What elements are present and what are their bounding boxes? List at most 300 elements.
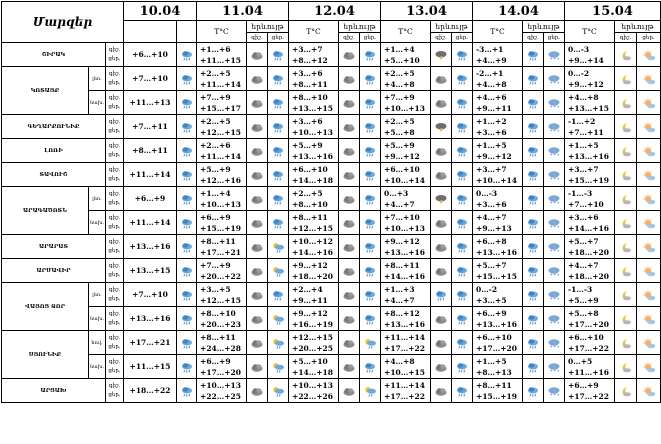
day-header: ցեր.: [452, 33, 473, 43]
night-temp: +2…+5: [200, 68, 231, 78]
rain-icon: [523, 235, 544, 259]
rain-icon: [360, 43, 381, 67]
svg-text:*: *: [553, 297, 556, 303]
rain-icon: [452, 115, 473, 139]
day-temp: +17…+20: [568, 319, 609, 329]
night-temp: +4…+8: [568, 92, 599, 102]
day-temp: +10…+13: [384, 103, 425, 113]
day-temp: +17…+20: [476, 343, 517, 353]
day-temp: +18…+20: [568, 271, 609, 281]
date-header: 15.04: [565, 2, 661, 21]
cloud-icon: [339, 307, 360, 331]
cloud-icon: [247, 235, 268, 259]
day-temp: +10…+13: [384, 223, 425, 233]
rain-icon: [360, 283, 381, 307]
temp-range: [197, 187, 247, 211]
temp-range: [473, 235, 523, 259]
svg-text:*: *: [557, 273, 560, 279]
svg-text:*: *: [553, 249, 556, 255]
sun-icon: [637, 187, 661, 211]
day-temp: +4…+7: [384, 199, 415, 209]
day-temp: +17…+22: [568, 343, 609, 353]
rain-icon: [268, 115, 289, 139]
rain-icon: [452, 235, 473, 259]
sun-icon: [637, 91, 661, 115]
day-temp: +13…+15: [568, 103, 609, 113]
temp-range: [565, 355, 615, 379]
cloud-icon: [431, 139, 452, 163]
region-name: ՍՅՈՒՆԻՔ: [2, 331, 89, 379]
night-temp: +6…+9: [568, 380, 599, 390]
night-temp: +7…+9: [200, 92, 231, 102]
day-temp: +24…+28: [200, 343, 241, 353]
night-temp: +1…+2: [476, 116, 507, 126]
night-temp: +8…+10: [200, 308, 236, 318]
day-night-label: գիշ. ցեր.: [106, 211, 124, 235]
rain-icon: [360, 235, 381, 259]
moon-icon: [615, 115, 637, 139]
temp-range: [289, 211, 339, 235]
day-temp: +12…+15: [200, 295, 241, 305]
day-temp: +8…+10: [292, 199, 328, 209]
day-temp: +8…+12: [292, 55, 328, 65]
forecast-table: [1, 1, 661, 403]
weather-header: երևույթ: [247, 21, 289, 33]
moon-icon: [615, 259, 637, 283]
day-temp: +7…+10: [568, 199, 604, 209]
snow-icon: [544, 115, 565, 139]
day-temp: +14…+16: [292, 247, 333, 257]
night-temp: +11…+14: [384, 332, 425, 342]
cloud-icon: [339, 91, 360, 115]
night-temp: +5…+7: [568, 236, 599, 246]
day-temp: +3…+5: [476, 295, 507, 305]
day-temp: +5…+8: [384, 127, 415, 137]
snow-icon: [544, 139, 565, 163]
subregion-label: նախ.: [89, 211, 106, 235]
svg-text:*: *: [553, 105, 556, 111]
moon-icon: [615, 235, 637, 259]
temp-header: T°C: [197, 21, 247, 43]
temp-range: [289, 331, 339, 355]
moon-icon: [615, 163, 637, 187]
svg-text:*: *: [550, 57, 553, 63]
temp-range-10-04: +18…+22: [124, 379, 177, 403]
cloud-icon: [431, 235, 452, 259]
svg-text:*: *: [557, 129, 560, 135]
temp-range: [565, 331, 615, 355]
rain-icon: [452, 379, 473, 403]
rain-icon: [360, 211, 381, 235]
temp-header: T°C: [565, 21, 615, 43]
day-temp: +17…+21: [200, 247, 241, 257]
day-temp: +4…+8: [476, 79, 507, 89]
day-night-label: գիշ. ցեր.: [106, 139, 124, 163]
temp-range-10-04: +11…+13: [124, 91, 177, 115]
snow-icon: [544, 91, 565, 115]
sun-icon: [637, 115, 661, 139]
night-temp: 0…-2: [568, 68, 590, 78]
night-temp: +7…+9: [200, 260, 231, 270]
rain-icon: [177, 163, 197, 187]
cloud-icon: [339, 67, 360, 91]
temp-range: [473, 259, 523, 283]
rain-icon: [452, 91, 473, 115]
svg-text:*: *: [550, 201, 553, 207]
day-temp: +10…+13: [292, 127, 333, 137]
rain-icon: [360, 139, 381, 163]
day-temp: +13…+16: [476, 247, 517, 257]
temp-range-10-04: +7…+10: [124, 283, 177, 307]
cloud-icon: [339, 43, 360, 67]
region-row: [2, 163, 661, 187]
day-temp: +3…+6: [476, 127, 507, 137]
rain-icon: [360, 307, 381, 331]
rain-icon: [452, 259, 473, 283]
night-temp: +5…+7: [476, 260, 507, 270]
cloud-icon: [247, 379, 268, 403]
night-temp: +10…+13: [200, 380, 241, 390]
day-night-label: գիշ. ցեր.: [106, 379, 124, 403]
temp-range: [565, 115, 615, 139]
temp-range: [473, 163, 523, 187]
rain-icon: [268, 283, 289, 307]
temp-range: [289, 139, 339, 163]
day-temp: +4…+9: [476, 55, 507, 65]
sunrain-icon: [360, 331, 381, 355]
rain-icon: [177, 91, 197, 115]
cloud-icon: [431, 355, 452, 379]
temp-range-10-04: +8…+11: [124, 139, 177, 163]
night-temp: 0…+5: [568, 356, 593, 366]
temp-range: [289, 235, 339, 259]
day-temp: +18…+20: [568, 247, 609, 257]
rain-icon: [523, 355, 544, 379]
day-temp: +14…+16: [384, 271, 425, 281]
day-temp: +17…+22: [568, 391, 609, 401]
weather-header: երևույթ: [339, 21, 381, 33]
night-header: գիշ.: [247, 33, 268, 43]
svg-text:*: *: [550, 297, 553, 303]
night-temp: +6…+9: [200, 356, 231, 366]
snow-icon: [544, 43, 565, 67]
night-temp: +1…+3: [384, 284, 415, 294]
night-header: գիշ.: [339, 33, 360, 43]
night-temp: +8…+11: [292, 212, 328, 222]
day-header: ցեր.: [268, 33, 289, 43]
night-temp: +12…+15: [292, 332, 333, 342]
rain-icon: [177, 115, 197, 139]
header-spacer: [124, 21, 177, 43]
temp-range: [473, 307, 523, 331]
rain-icon: [452, 331, 473, 355]
sunrain-icon: [268, 355, 289, 379]
cloud-icon: [339, 163, 360, 187]
region-row: [2, 139, 661, 163]
cloud-icon: [431, 163, 452, 187]
temp-range: [565, 235, 615, 259]
cloud-icon: [339, 283, 360, 307]
rain-icon: [452, 307, 473, 331]
moon-icon: [615, 283, 637, 307]
svg-text:*: *: [553, 57, 556, 63]
cloud-icon: [247, 331, 268, 355]
rain-icon: [523, 211, 544, 235]
day-temp: +20…+23: [200, 319, 241, 329]
svg-text:*: *: [550, 225, 553, 231]
region-name: ԿՈՏԱՅՔ: [2, 67, 89, 115]
night-temp: +1…+5: [476, 356, 507, 366]
temp-range: [381, 91, 431, 115]
rain-icon: [452, 211, 473, 235]
temp-range-10-04: +17…+21: [124, 331, 177, 355]
svg-text:*: *: [550, 105, 553, 111]
rain-icon: [431, 283, 452, 307]
rain-icon: [360, 115, 381, 139]
night-temp: +3…+5: [200, 284, 231, 294]
region-header: Մարզեր: [2, 2, 124, 43]
rain-icon: [360, 259, 381, 283]
day-temp: +15…+19: [200, 223, 241, 233]
region-name: ԱՐԱՐԱՏ: [2, 235, 106, 259]
sun-icon: [637, 67, 661, 91]
rain-icon: [523, 379, 544, 403]
temp-header: T°C: [381, 21, 431, 43]
thunder-icon: [431, 115, 452, 139]
temp-range: [289, 115, 339, 139]
temp-range: [197, 331, 247, 355]
subregion-label: լեռ.: [89, 187, 106, 211]
day-temp: +11…+15: [200, 55, 241, 65]
svg-text:*: *: [557, 369, 560, 375]
rain-icon: [360, 91, 381, 115]
temp-range: [197, 163, 247, 187]
day-temp: +11…+14: [200, 151, 241, 161]
svg-text:*: *: [550, 321, 553, 327]
sunrain-icon: [268, 331, 289, 355]
snow-icon: [544, 187, 565, 211]
temp-range: [565, 43, 615, 67]
svg-text:*: *: [557, 225, 560, 231]
night-temp: +7…+9: [384, 92, 415, 102]
sun-icon: [637, 331, 661, 355]
rain-icon: [268, 91, 289, 115]
temp-range: [565, 283, 615, 307]
date-header: 10.04: [124, 2, 197, 21]
cloud-icon: [339, 331, 360, 355]
snow-icon: [544, 67, 565, 91]
subregion-label: լեռ.: [89, 283, 106, 307]
day-night-label: գիշ. ցեր.: [106, 163, 124, 187]
sun-icon: [637, 307, 661, 331]
rain-icon: [177, 307, 197, 331]
rain-icon: [177, 259, 197, 283]
region-name: ԳԵՂԱՐՔՈՒՆԻՔ: [2, 115, 106, 139]
temp-range: [473, 67, 523, 91]
svg-text:*: *: [550, 177, 553, 183]
rain-icon: [177, 235, 197, 259]
day-temp: +14…+18: [292, 175, 333, 185]
night-temp: -1…-3: [568, 284, 593, 294]
day-temp: +13…+15: [292, 103, 333, 113]
svg-text:*: *: [557, 345, 560, 351]
svg-text:*: *: [550, 81, 553, 87]
temp-range: [565, 211, 615, 235]
region-row: [2, 91, 661, 115]
day-temp: +9…+14: [568, 55, 604, 65]
night-temp: +8…+10: [292, 92, 328, 102]
day-temp: +10…+15: [384, 367, 425, 377]
day-temp: +15…+19: [568, 175, 609, 185]
rain-icon: [523, 163, 544, 187]
sun-icon: [637, 283, 661, 307]
night-temp: +2…+5: [292, 188, 323, 198]
snow-icon: [544, 211, 565, 235]
temp-range-10-04: +13…+16: [124, 307, 177, 331]
sunrain-icon: [268, 307, 289, 331]
rain-icon: [523, 67, 544, 91]
temp-range: [289, 163, 339, 187]
temp-range: [197, 67, 247, 91]
night-temp: +2…+5: [384, 68, 415, 78]
cloud-icon: [339, 379, 360, 403]
region-row: [2, 187, 661, 211]
temp-range: [565, 187, 615, 211]
temp-range: [381, 67, 431, 91]
rain-icon: [268, 163, 289, 187]
temp-range: [289, 307, 339, 331]
cloud-icon: [247, 259, 268, 283]
temp-range: [473, 355, 523, 379]
temp-range-10-04: +13…+16: [124, 235, 177, 259]
day-temp: +13…+16: [476, 319, 517, 329]
temp-range: [289, 67, 339, 91]
rain-icon: [360, 187, 381, 211]
night-temp: +8…+11: [200, 236, 236, 246]
night-temp: +6…+10: [568, 332, 604, 342]
snow-icon: [544, 307, 565, 331]
rain-icon: [523, 283, 544, 307]
region-name: ՎԱՅՈՑ ՁՈՐ: [2, 283, 89, 331]
region-row: [2, 43, 661, 67]
svg-text:*: *: [553, 177, 556, 183]
moon-icon: [615, 211, 637, 235]
svg-text:*: *: [550, 129, 553, 135]
night-temp: +6…+10: [476, 332, 512, 342]
temp-range: [289, 355, 339, 379]
thunder-icon: [431, 187, 452, 211]
night-temp: +3…+7: [476, 164, 507, 174]
sunrain-icon: [268, 235, 289, 259]
night-temp: -1…-3: [568, 188, 593, 198]
sun-icon: [637, 235, 661, 259]
region-row: [2, 115, 661, 139]
night-temp: +7…+10: [384, 212, 420, 222]
day-temp: +13…+16: [384, 319, 425, 329]
rain-icon: [360, 163, 381, 187]
day-temp: +17…+22: [384, 391, 425, 401]
svg-text:*: *: [550, 393, 553, 399]
day-night-label: գիշ. ցեր.: [106, 115, 124, 139]
temp-range: [473, 379, 523, 403]
temp-range: [565, 307, 615, 331]
day-temp: +11…+14: [200, 79, 241, 89]
temp-range: [197, 283, 247, 307]
snow-icon: [544, 235, 565, 259]
snow-icon: [544, 259, 565, 283]
night-temp: -2…+1: [476, 68, 504, 78]
rain-icon: [452, 163, 473, 187]
temp-range: [197, 115, 247, 139]
day-temp: +22…+26: [292, 391, 333, 401]
temp-range: [289, 259, 339, 283]
region-name: ՇԻՐԱԿ: [2, 43, 106, 67]
night-temp: +1…+5: [476, 140, 507, 150]
sun-icon: [637, 139, 661, 163]
night-temp: +5…+9: [384, 140, 415, 150]
temp-range: [473, 211, 523, 235]
rain-icon: [523, 91, 544, 115]
temp-range: [473, 331, 523, 355]
temp-range: [381, 331, 431, 355]
moon-icon: [615, 331, 637, 355]
temp-range: [473, 283, 523, 307]
night-temp: +6…+9: [476, 308, 507, 318]
day-night-label: գիշ. ցեր.: [106, 43, 124, 67]
day-temp: +11…+16: [568, 367, 609, 377]
cloud-icon: [247, 115, 268, 139]
temp-header: T°C: [473, 21, 523, 43]
svg-text:*: *: [553, 153, 556, 159]
day-temp: +12…+16: [200, 175, 241, 185]
rain-icon: [177, 355, 197, 379]
cloud-icon: [339, 235, 360, 259]
weather-header: երևույթ: [523, 21, 565, 33]
night-temp: +9…+12: [292, 260, 328, 270]
night-temp: 0…-3: [568, 44, 590, 54]
cloud-icon: [431, 331, 452, 355]
temp-range: [197, 379, 247, 403]
day-night-label: գիշ. ցեր.: [106, 91, 124, 115]
temp-range: [197, 139, 247, 163]
night-temp: +5…+9: [200, 164, 231, 174]
subregion-label: հով.: [89, 331, 106, 355]
temp-range: [565, 139, 615, 163]
svg-text:*: *: [557, 249, 560, 255]
night-temp: 0…-3: [476, 188, 498, 198]
day-temp: +4…+7: [384, 295, 415, 305]
night-temp: +4…+8: [384, 356, 415, 366]
temp-range: [197, 211, 247, 235]
weather-header: երևույթ: [615, 21, 661, 33]
cloud-icon: [431, 259, 452, 283]
cloud-icon: [247, 355, 268, 379]
temp-header: T°C: [289, 21, 339, 43]
day-temp: +8…+11: [292, 79, 328, 89]
temp-range: [473, 43, 523, 67]
rain-icon: [523, 187, 544, 211]
moon-icon: [615, 187, 637, 211]
temp-range: [381, 379, 431, 403]
svg-text:*: *: [557, 201, 560, 207]
night-temp: 0…+3: [384, 188, 409, 198]
rain-icon: [523, 43, 544, 67]
day-night-label: գիշ. ցեր.: [106, 283, 124, 307]
svg-text:*: *: [553, 225, 556, 231]
temp-range: [565, 259, 615, 283]
day-temp: +4…+8: [384, 79, 415, 89]
cloud-icon: [247, 187, 268, 211]
